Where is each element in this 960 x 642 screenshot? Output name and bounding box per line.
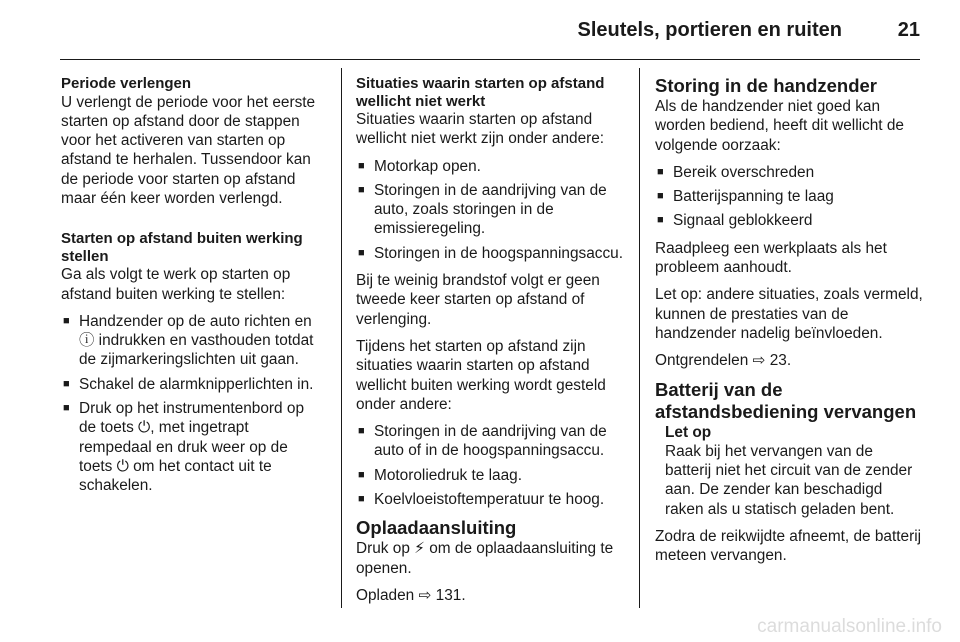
paragraph: Druk op ⚡ om de oplaadaansluiting te openen. xyxy=(356,540,614,577)
watermark: carmanualsonline.info xyxy=(757,616,942,637)
list-item: ■ Storingen in de aandrijving van de auto of in de hoogspanningsaccu. xyxy=(356,422,624,461)
list-item: ■ Druk op het instrumentenbord op de toets ⏻, met ingetrapt rempedaal en druk weer op de toets ⏻ om het contact uit te schakelen. xyxy=(61,399,325,495)
cross-reference: Ontgrendelen ⇨ 23. xyxy=(655,352,792,370)
list-item: ■ Batterijspanning te laag xyxy=(655,187,923,206)
paragraph: U verlengt de periode voor het eerste starten op afstand door de stappen voor het activeren van starten op afstand te herhalen. Tussendoor kan de periode voor starten op afstand maar één keer worden verlengd. xyxy=(61,93,316,207)
list-item: ■ Storingen in de aandrijving van de auto, zoals storingen in de emissieregeling. xyxy=(356,181,624,239)
list-item: ■ Motorkap open. xyxy=(356,157,624,176)
section-heading: Oplaadaansluiting xyxy=(356,517,517,539)
bullet-list xyxy=(356,422,624,509)
paragraph: Bij te weinig brandstof volgt er geen tweede keer starten op afstand of verlenging. xyxy=(356,272,600,328)
column-right xyxy=(655,75,923,574)
list-item: ■ Motoroliedruk te laag. xyxy=(356,466,624,485)
section-heading: Periode verlengen xyxy=(61,75,192,92)
list-item: ■ Schakel de alarmknipperlichten in. xyxy=(61,375,325,394)
paragraph: Raadpleeg een werkplaats als het probleem aanhoudt. xyxy=(655,239,887,277)
header-title: Sleutels, portieren en ruiten xyxy=(577,19,842,41)
paragraph: Zodra de reikwijdte afneemt, de batterij meteen vervangen. xyxy=(655,528,922,565)
section-heading: Batterij van de afstandsbediening vervangen xyxy=(655,378,917,422)
note-text: Raak bij het vervangen van de batterij niet het circuit van de zender aan. De zender kan beschadigd raken als u statisch geladen bent. xyxy=(665,442,913,518)
note-box xyxy=(655,423,923,519)
note-title: Let op xyxy=(665,423,712,441)
cross-reference: Opladen ⇨ 131. xyxy=(356,586,466,604)
column-left xyxy=(61,75,325,504)
section-heading: Situaties waarin starten op afstand wellicht niet werkt xyxy=(356,75,605,110)
list-item: ■ Koelvloeistoftemperatuur te hoog. xyxy=(356,490,624,509)
paragraph: Situaties waarin starten op afstand wellicht niet werkt zijn onder andere: xyxy=(356,111,605,148)
list-item: ■ Signaal geblokkeerd xyxy=(655,211,923,230)
page-number: 21 xyxy=(897,19,920,41)
paragraph: Let op: andere situaties, zoals vermeld, kunnen de prestaties van de handzender nadelig beïnvloeden. xyxy=(655,286,923,342)
column-middle xyxy=(356,75,624,613)
list-item: ■ Handzender op de auto richten en ⓘ indrukken en vasthouden totdat de zijmarkeringslichten uit gaan. xyxy=(61,312,325,370)
list-item: ■ Bereik overschreden xyxy=(655,163,923,182)
list-item: ■ Storingen in de hoogspanningsaccu. xyxy=(356,244,624,263)
column-divider xyxy=(341,68,342,608)
page-header xyxy=(60,0,920,60)
bullet-list xyxy=(61,312,325,496)
bullet-list xyxy=(356,157,624,263)
section-heading: Starten op afstand buiten werking stellen xyxy=(61,230,303,265)
paragraph: Ga als volgt te werk op starten op afstand buiten werking te stellen: xyxy=(61,266,291,303)
paragraph: Als de handzender niet goed kan worden bediend, heeft dit wellicht de volgende oorzaak: xyxy=(655,98,904,154)
bullet-list xyxy=(655,163,923,231)
paragraph: Tijdens het starten op afstand zijn situaties waarin starten op afstand wellicht buiten werking wordt gesteld onder andere: xyxy=(356,337,606,413)
column-divider xyxy=(639,68,640,608)
section-heading: Storing in de handzender xyxy=(655,75,878,96)
